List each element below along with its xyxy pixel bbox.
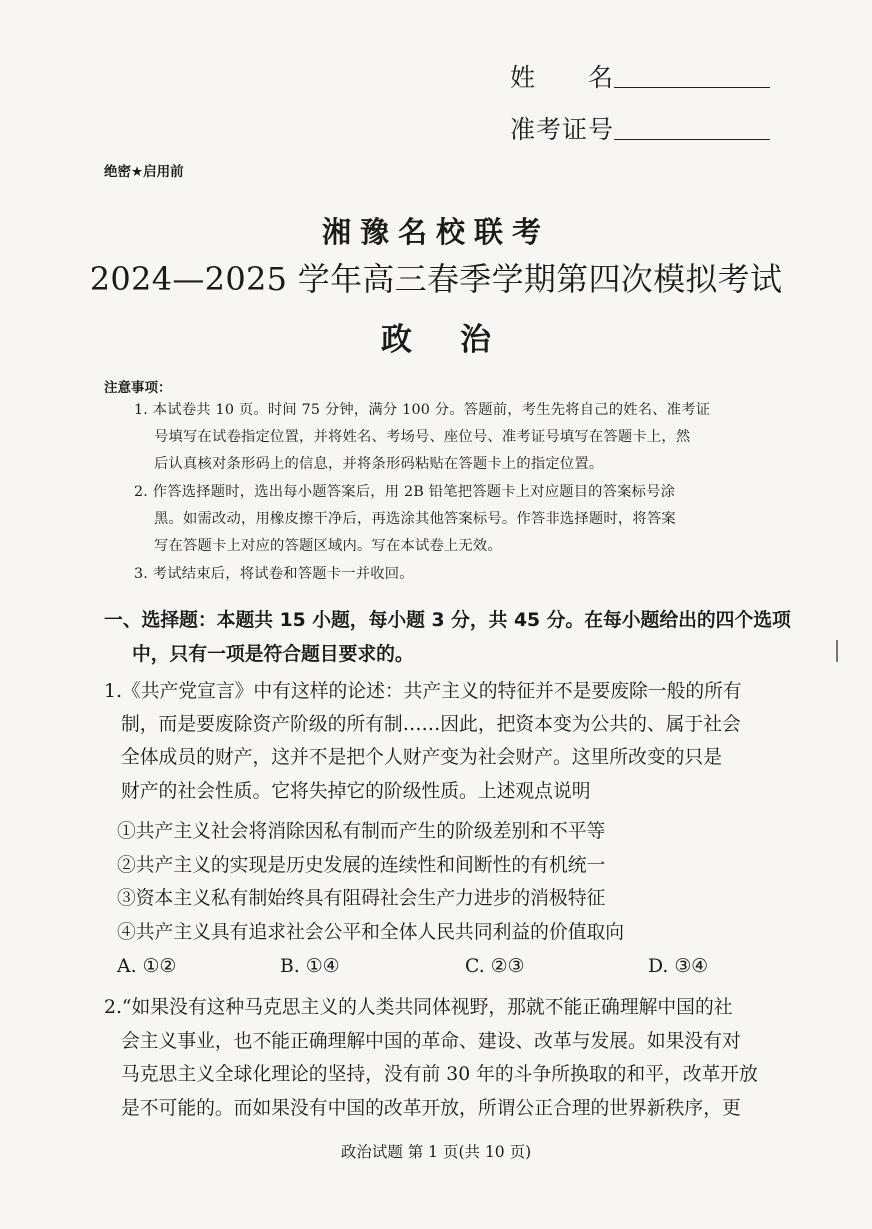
question-2-text: 是不可能的。而如果没有中国的改革开放，所谓公正合理的世界新秩序，更: [121, 1098, 741, 1119]
subject-title: 政治: [381, 322, 539, 358]
question-1-text: 1.《共产党宣言》中有这样的论述：共产主义的特征并不是要废除一般的所有: [104, 681, 742, 702]
notice-line: 号填写在试卷指定位置，并将姓名、考场号、座位号、准考证号填写在答题卡上，然: [154, 429, 691, 445]
exam-series-title: 湘豫名校联考: [321, 215, 550, 249]
notice-line: 3. 考试结束后，将试卷和答题卡一并收回。: [134, 566, 414, 582]
question-2-text: 2.“如果没有这种马克思主义的人类共同体视野，那就不能正确理解中国的社: [104, 997, 733, 1018]
notice-heading: 注意事项：: [104, 380, 172, 396]
question-1-text: 制，而是要废除资产阶级的所有制……因此，把资本变为公共的、属于社会: [121, 714, 741, 735]
scan-artifact-mark: [836, 640, 838, 662]
section-heading: 一、选择题：本题共 15 小题，每小题 3 分，共 45 分。在每小题给出的四个选项: [104, 610, 791, 631]
question-1-option-b: B. ①④: [280, 956, 340, 977]
notice-line: 1. 本试卷共 10 页。时间 75 分钟，满分 100 分。答题前，考生先将自己的姓名、准考证: [134, 402, 711, 418]
notice-line: 后认真核对条形码上的信息，并将条形码粘贴在答题卡上的指定位置。: [154, 456, 604, 472]
notice-line: 2. 作答选择题时，选出每小题答案后，用 2B 铅笔把答题卡上对应题目的答案标号涂: [134, 484, 676, 500]
question-1-option-a: A. ①②: [117, 956, 177, 977]
section-heading-cont: 中，只有一项是符合题目要求的。: [132, 644, 414, 665]
name-field-line: [614, 86, 770, 88]
question-1-option-d: D. ③④: [648, 956, 709, 977]
notice-line: 写在答题卡上对应的答题区域内。写在本试卷上无效。: [154, 538, 502, 554]
question-1-statement: ④共产主义具有追求社会公平和全体人民共同利益的价值取向: [117, 922, 625, 943]
question-1-statement: ③资本主义私有制始终具有阻碍社会生产力进步的消极特征: [117, 888, 606, 909]
exam-title: 2024—2025 学年高三春季学期第四次模拟考试: [89, 260, 783, 298]
question-1-text: 全体成员的财产，这并不是把个人财产变为社会财产。这里所改变的只是: [121, 747, 722, 768]
exam-id-field-label: 准考证号: [510, 115, 615, 144]
notice-line: 黑。如需改动，用橡皮擦干净后，再选涂其他答案标号。作答非选择题时，将答案: [154, 511, 676, 527]
exam-id-field-line: [614, 138, 770, 140]
question-1-statement: ②共产主义的实现是历史发展的连续性和间断性的有机统一: [117, 855, 606, 876]
question-1-option-c: C. ②③: [465, 956, 525, 977]
question-1-text: 财产的社会性质。它将失掉它的阶级性质。上述观点说明: [121, 781, 591, 802]
question-2-text: 会主义事业，也不能正确理解中国的革命、建设、改革与发展。如果没有对: [121, 1031, 741, 1052]
question-1-statement: ①共产主义社会将消除因私有制而产生的阶级差别和不平等: [117, 821, 606, 842]
question-2-text: 马克思主义全球化理论的坚持，没有前 30 年的斗争所换取的和平，改革开放: [121, 1064, 758, 1085]
name-field-label: 姓 名: [510, 63, 615, 92]
secret-mark: 绝密★启用前: [104, 164, 184, 180]
page-footer: 政治试题 第 1 页(共 10 页): [340, 1143, 532, 1161]
